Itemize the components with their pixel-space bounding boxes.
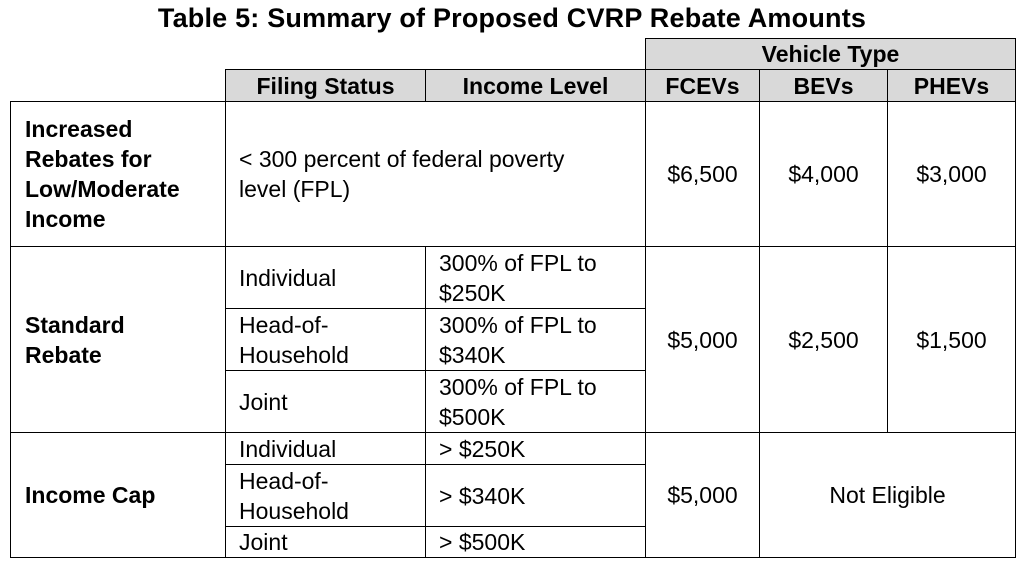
cap-fcevs-amount: $5,000 <box>646 433 760 558</box>
standard-status-individual: Individual <box>226 247 426 309</box>
cap-income-joint: > $500K <box>426 527 646 558</box>
standard-status-head-of-household: Head-of-Household <box>226 309 426 371</box>
rebate-table <box>10 38 1016 558</box>
cap-not-eligible: Not Eligible <box>760 433 1016 558</box>
cap-status-head-of-household: Head-of-Household <box>226 465 426 527</box>
increased-fcevs-amount: $6,500 <box>646 102 760 247</box>
standard-income-head-of-household: 300% of FPL to $340K <box>426 309 646 371</box>
standard-rebate-label: Standard Rebate <box>11 247 226 433</box>
increased-rebates-label: Increased Rebates for Low/Moderate Income <box>11 102 226 247</box>
vehicle-type-header: Vehicle Type <box>646 39 1016 70</box>
income-cap-label: Income Cap <box>11 433 226 558</box>
standard-income-individual: 300% of FPL to $250K <box>426 247 646 309</box>
cap-income-individual: > $250K <box>426 433 646 465</box>
header-corner <box>11 70 226 102</box>
filing-status-header: Filing Status <box>226 70 426 102</box>
table-title: Table 5: Summary of Proposed CVRP Rebate Amounts <box>157 3 867 33</box>
standard-status-joint: Joint <box>226 371 426 433</box>
bevs-header: BEVs <box>760 70 888 102</box>
cap-status-individual: Individual <box>226 433 426 465</box>
fcevs-header: FCEVs <box>646 70 760 102</box>
header-spacer <box>11 39 646 70</box>
increased-bevs-amount: $4,000 <box>760 102 888 247</box>
standard-phevs-amount: $1,500 <box>888 247 1016 433</box>
cap-income-head-of-household: > $340K <box>426 465 646 527</box>
increased-phevs-amount: $3,000 <box>888 102 1016 247</box>
increased-income-level: < 300 percent of federal poverty level (FPL) <box>226 102 646 247</box>
cap-status-joint: Joint <box>226 527 426 558</box>
income-level-header: Income Level <box>426 70 646 102</box>
standard-bevs-amount: $2,500 <box>760 247 888 433</box>
phevs-header: PHEVs <box>888 70 1016 102</box>
standard-fcevs-amount: $5,000 <box>646 247 760 433</box>
standard-income-joint: 300% of FPL to $500K <box>426 371 646 433</box>
